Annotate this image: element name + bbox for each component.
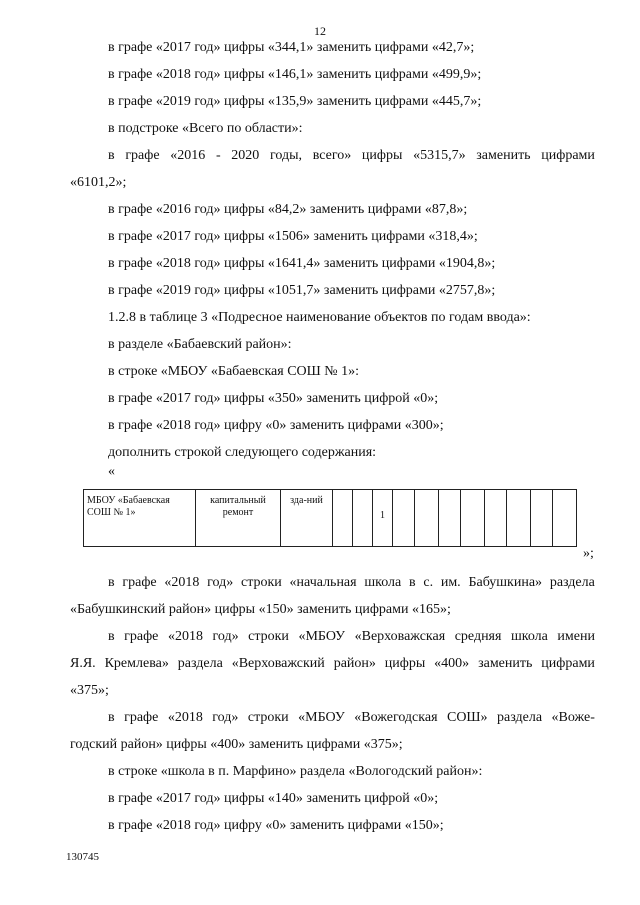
word: заменить xyxy=(476,148,531,163)
empty-cell xyxy=(461,490,485,547)
word: в xyxy=(108,710,115,725)
word: строки xyxy=(248,629,289,644)
word: «5315,7» xyxy=(413,148,466,163)
word: «Верховажский xyxy=(231,656,325,671)
word: графе xyxy=(124,629,159,644)
text-line: в графе «2017 год» цифры «344,1» заменить цифрами «42,7»; xyxy=(108,40,475,55)
word: «МБОУ xyxy=(298,629,346,644)
word: «Воже- xyxy=(551,710,595,725)
word: имени xyxy=(557,629,595,644)
text-line: в графе «2017 год» цифры «1506» заменить цифрами «318,4»; xyxy=(108,229,478,244)
empty-cell xyxy=(415,490,439,547)
word: цифрами xyxy=(541,656,595,671)
text-line: в графе «2018 год» цифры «1641,4» заменить цифрами «1904,8»; xyxy=(108,256,496,271)
object-name-cell: МБОУ «Бабаевская СОШ № 1» xyxy=(84,490,196,547)
empty-cell xyxy=(353,490,373,547)
word: строки xyxy=(241,575,282,590)
word: в xyxy=(408,575,416,590)
text-line: дополнить строкой следующего содержания: xyxy=(108,445,377,460)
word: Кремлева» xyxy=(104,656,169,671)
word: в xyxy=(108,575,115,590)
word: Я.Я. xyxy=(70,656,96,671)
text-line: в графе «2019 год» цифры «135,9» заменить цифрами «445,7»; xyxy=(108,94,482,109)
word: в xyxy=(108,629,115,644)
page-number: 12 xyxy=(314,24,326,38)
word: «Вожегодская xyxy=(354,710,438,725)
table-row xyxy=(84,490,577,547)
word: район» xyxy=(333,656,376,671)
empty-cell xyxy=(333,490,353,547)
empty-cell xyxy=(507,490,531,547)
word: «2018 xyxy=(164,575,200,590)
text-line: в строке «МБОУ «Бабаевская СОШ № 1»: xyxy=(108,364,360,379)
word: цифры xyxy=(384,656,426,671)
word: графе xyxy=(122,575,157,590)
word: год» xyxy=(212,710,239,725)
word: школа xyxy=(510,629,548,644)
text-line: годский район» цифры «400» заменить цифрами «375»; xyxy=(70,737,403,752)
text-line: «375»; xyxy=(70,683,109,698)
word: «МБОУ xyxy=(298,710,345,725)
text-line: в разделе «Бабаевский район»: xyxy=(108,337,292,352)
word: графе xyxy=(124,710,159,725)
object-type-cell: зда-ний xyxy=(281,490,333,547)
text-line: в графе «2018 год» цифры «146,1» заменить цифрами «499,9»; xyxy=(108,67,482,82)
quote-open: « xyxy=(108,464,115,479)
word: им. xyxy=(440,575,461,590)
word: средняя xyxy=(454,629,502,644)
text-line: в графе «2016 год» цифры «84,2» заменить цифрами «87,8»; xyxy=(108,202,468,217)
empty-cell xyxy=(485,490,507,547)
word: - xyxy=(215,148,221,163)
text-line: в строке «школа в п. Марфино» раздела «Вологодский район»: xyxy=(108,764,483,779)
justified-line xyxy=(108,629,595,645)
word: год» xyxy=(212,629,239,644)
word: графе xyxy=(125,148,160,163)
text-line: в графе «2018 год» цифру «0» заменить цифрами «150»; xyxy=(108,818,444,833)
work-type-cell: капитальный ремонт xyxy=(196,490,281,547)
word: «2018 xyxy=(167,710,203,725)
justified-line xyxy=(108,575,595,591)
word: Бабушкина» xyxy=(468,575,543,590)
text-line: в графе «2019 год» цифры «1051,7» заменить цифрами «2757,8»; xyxy=(108,283,496,298)
word: цифрами xyxy=(541,148,595,163)
word: «2018 xyxy=(167,629,203,644)
word: «2016 xyxy=(170,148,206,163)
justified-line xyxy=(108,148,595,164)
word: годы, xyxy=(269,148,303,163)
text-line: «6101,2»; xyxy=(70,175,127,190)
word: год» xyxy=(207,575,234,590)
inserted-table-row xyxy=(83,489,577,547)
word: в xyxy=(108,148,115,163)
quote-close: »; xyxy=(583,546,594,561)
word: цифры xyxy=(361,148,403,163)
word: раздела xyxy=(177,656,223,671)
text-line: «Бабушкинский район» цифры «150» заменить цифрами «165»; xyxy=(70,602,451,617)
word: раздела xyxy=(497,710,543,725)
justified-line xyxy=(108,710,595,726)
word: школа xyxy=(364,575,402,590)
empty-cell xyxy=(531,490,553,547)
text-line: в графе «2017 год» цифры «350» заменить цифрой «0»; xyxy=(108,391,439,406)
word: СОШ» xyxy=(446,710,488,725)
justified-line xyxy=(70,656,595,672)
document-code: 130745 xyxy=(66,851,99,863)
empty-cell xyxy=(553,490,577,547)
text-line: в графе «2018 год» цифру «0» заменить цифрами «300»; xyxy=(108,418,444,433)
word: 2020 xyxy=(231,148,260,163)
word: «Верховажская xyxy=(354,629,446,644)
word: с. xyxy=(423,575,434,590)
word: всего» xyxy=(312,148,352,163)
text-line: 1.2.8 в таблице 3 «Подресное наименование объектов по годам ввода»: xyxy=(108,310,531,325)
value-cell: 1 xyxy=(373,490,393,547)
word: заменить xyxy=(478,656,533,671)
word: «начальная xyxy=(289,575,357,590)
word: раздела xyxy=(549,575,595,590)
empty-cell xyxy=(439,490,461,547)
text-line: в подстроке «Всего по области»: xyxy=(108,121,303,136)
text-line: в графе «2017 год» цифры «140» заменить цифрой «0»; xyxy=(108,791,439,806)
word: строки xyxy=(247,710,289,725)
word: «400» xyxy=(434,656,470,671)
empty-cell xyxy=(393,490,415,547)
